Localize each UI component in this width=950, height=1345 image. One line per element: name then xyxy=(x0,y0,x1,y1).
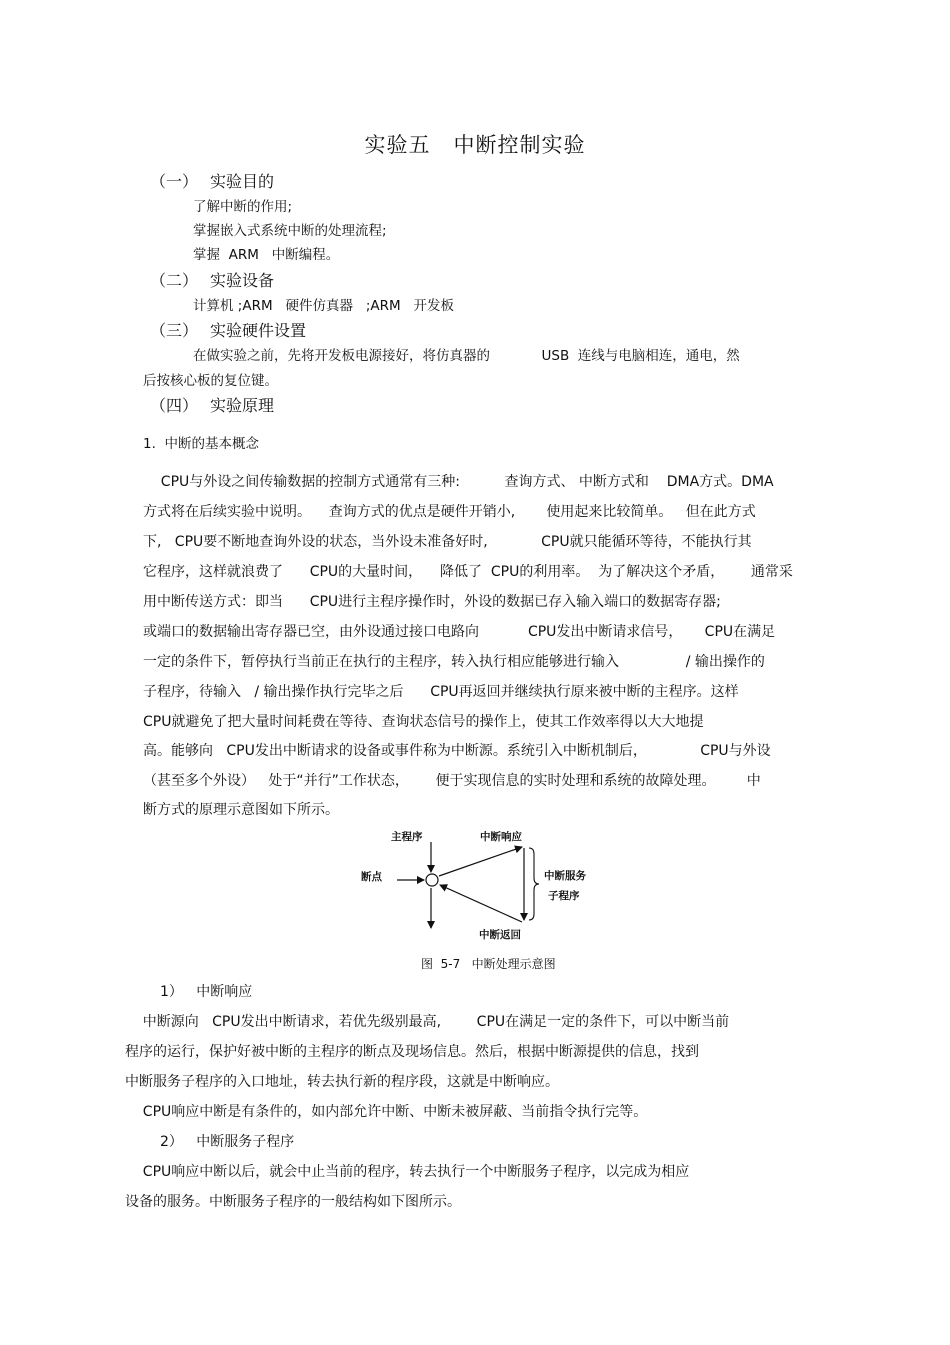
hardware-text-line: 后按核心板的复位键。 xyxy=(143,373,278,389)
paragraph-line: 高。能够向 CPU发出中断请求的设备或事件称为中断源。系统引入中断机制后， CPU与外设 xyxy=(143,743,771,759)
paragraph-line: 中断源向 CPU发出中断请求，若优先级别最高, CPU在满足一定的条件下，可以中断当前 xyxy=(125,1014,730,1030)
section-number: （一） xyxy=(150,172,199,191)
equipment-list: 计算机 ;ARM 硬件仿真器 ;ARM 开发板 xyxy=(193,298,455,314)
section-number: （二） xyxy=(150,271,199,290)
paragraph-line: 方式将在后续实验中说明。 查询方式的优点是硬件开销小, 使用起来比较简单。 但在此方式 xyxy=(143,504,756,520)
paragraph-line: 断方式的原理示意图如下所示。 xyxy=(143,802,339,818)
paragraph-line: CPU就避免了把大量时间耗费在等待、查询状态信号的操作上，使其工作效率得以大大地提 xyxy=(143,714,704,730)
paragraph-line: CPU响应中断以后，就会中止当前的程序，转去执行一个中断服务子程序，以完成为相应 xyxy=(125,1164,690,1180)
section-title-equipment: 实验设备 xyxy=(210,271,275,290)
section-number: （四） xyxy=(150,396,199,415)
paragraph-line: 设备的服务。中断服务子程序的一般结构如下图所示。 xyxy=(125,1194,461,1210)
paragraph-line: 一定的条件下，暂停执行当前正在执行的主程序，转入执行相应能够进行输入 / 输出操作的 xyxy=(143,654,765,670)
interrupt-response-label: 中断响应 xyxy=(480,831,522,843)
breakpoint-node xyxy=(426,874,438,886)
hardware-text-line: 在做实验之前，先将开发板电源接好，将仿真器的 USB 连线与电脑相连，通电，然 xyxy=(193,348,740,364)
isr-label-line2: 子程序 xyxy=(548,890,580,902)
breakpoint-label: 断点 xyxy=(361,871,382,883)
isr-brace xyxy=(529,848,539,920)
purpose-item: 掌握 ARM 中断编程。 xyxy=(193,247,340,263)
paragraph-line: 子程序，待输入 / 输出操作执行完毕之后 CPU再返回并继续执行原来被中断的主程序。这样 xyxy=(143,684,739,700)
figure-caption: 图 5-7 中断处理示意图 xyxy=(421,957,556,971)
section-title-principle: 实验原理 xyxy=(210,396,275,415)
paragraph-line: 它程序，这样就浪费了 CPU的大量时间， 降低了 CPU的利用率。 为了解决这个矛盾， 通常采 xyxy=(143,564,793,580)
isr-label-line1: 中断服务 xyxy=(544,870,586,882)
interrupt-return-label: 中断返回 xyxy=(479,929,521,941)
item-heading: 2） 中断服务子程序 xyxy=(160,1134,295,1150)
section-title-purpose: 实验目的 xyxy=(210,172,275,191)
interrupt-response-arrow xyxy=(439,847,522,876)
page-title: 实验五 中断控制实验 xyxy=(364,133,586,157)
section-title-hardware: 实验硬件设置 xyxy=(210,321,307,340)
item-heading: 1） 中断响应 xyxy=(160,984,253,1000)
subheading: 1. 中断的基本概念 xyxy=(143,436,259,452)
section-number: （三） xyxy=(150,321,199,340)
paragraph-line: 中断服务子程序的入口地址，转去执行新的程序段，这就是中断响应。 xyxy=(125,1074,559,1090)
purpose-item: 掌握嵌入式系统中断的处理流程; xyxy=(193,223,387,239)
paragraph-line: 用中断传送方式：即当 CPU进行主程序操作时，外设的数据已存入输入端口的数据寄存器; xyxy=(143,594,721,610)
purpose-item: 了解中断的作用; xyxy=(193,199,293,215)
paragraph-line: 或端口的数据输出寄存器已空，由外设通过接口电路向 CPU发出中断请求信号， CPU在满足 xyxy=(143,624,776,640)
paragraph-line: 程序的运行，保护好被中断的主程序的断点及现场信息。然后，根据中断源提供的信息，找到 xyxy=(125,1044,699,1060)
main-program-label: 主程序 xyxy=(391,831,423,843)
paragraph-line: （甚至多个外设） 处于“并行”工作状态， 便于实现信息的实时处理和系统的故障处理。 中 xyxy=(143,773,761,789)
paragraph-line: CPU响应中断是有条件的，如内部允许中断、中断未被屏蔽、当前指令执行完等。 xyxy=(125,1104,648,1120)
interrupt-diagram xyxy=(355,824,605,949)
paragraph-line: 下, CPU要不断地查询外设的状态，当外设未准备好时, CPU就只能循环等待，不能执行其 xyxy=(143,534,752,550)
interrupt-return-arrow xyxy=(440,885,522,922)
paragraph-line: CPU与外设之间传输数据的控制方式通常有三种: 查询方式、 中断方式和 DMA方式。DMA xyxy=(143,474,774,490)
